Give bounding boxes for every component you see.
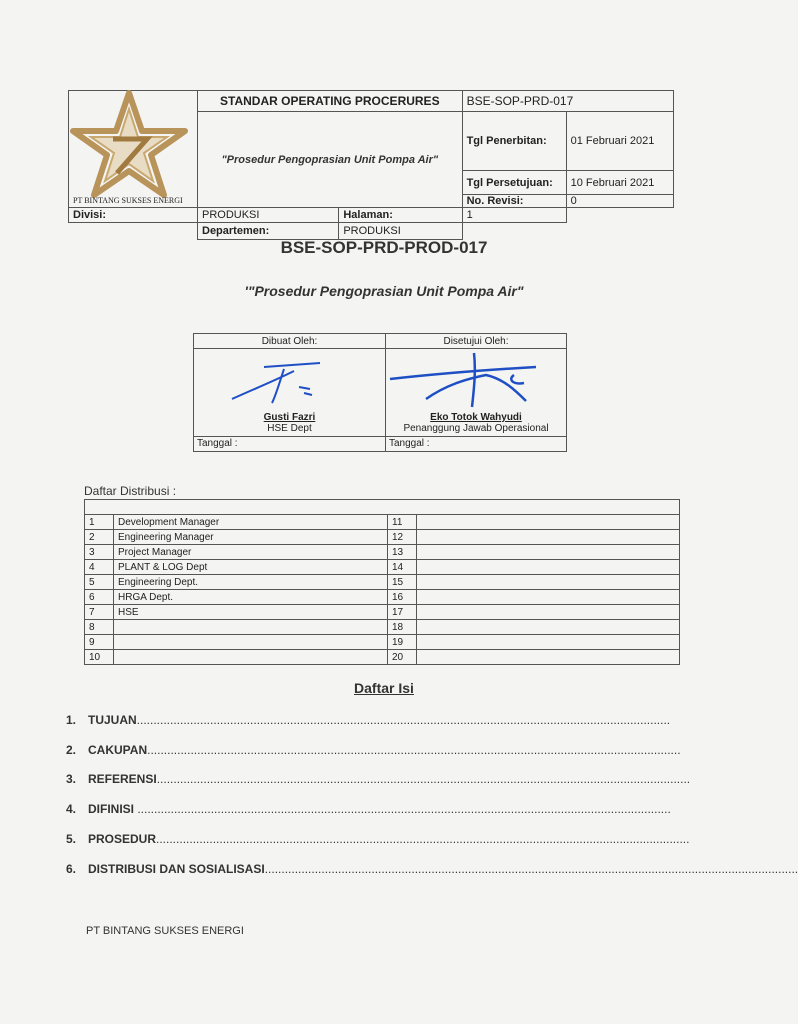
distribution-recipient: PLANT & LOG Dept: [114, 560, 388, 575]
toc-leader-dots: ................................................................................................................................................................: [156, 832, 690, 846]
distribution-number: 2: [85, 530, 114, 545]
distribution-row: [85, 530, 680, 545]
doc-type: STANDAR OPERATING PROCERURES: [198, 91, 463, 112]
toc-leader-dots: ................................................................................................................................................................: [156, 772, 691, 786]
approver-signature: [386, 349, 571, 409]
toc-item-label: CAKUPAN: [88, 743, 148, 757]
distribution-row: [85, 605, 680, 620]
toc-item-number: 1.: [66, 713, 77, 727]
toc-leader-dots: ................................................................................................................................................................: [136, 713, 671, 727]
distribution-number: 16: [388, 590, 417, 605]
distribution-number: 1: [85, 515, 114, 530]
distribution-recipient: HRGA Dept.: [114, 590, 388, 605]
date-right: Tanggal :: [386, 436, 567, 451]
distribution-recipient: [114, 650, 388, 665]
distribution-number: 14: [388, 560, 417, 575]
toc-item-number: 5.: [66, 832, 77, 846]
header-title: "Prosedur Pengoprasian Unit Pompa Air": [198, 112, 463, 208]
distribution-row: [85, 560, 680, 575]
header-doc-code: BSE-SOP-PRD-017: [462, 91, 673, 112]
distribution-number: 3: [85, 545, 114, 560]
distribution-table: [84, 499, 680, 665]
approved-by-label: Disetujui Oleh:: [386, 334, 567, 349]
maker-name: Gusti Fazri: [263, 411, 316, 423]
star-logo: [69, 91, 189, 207]
distribution-recipient: [417, 515, 680, 530]
made-by-label: Dibuat Oleh:: [194, 334, 386, 349]
toc-item-number: 3.: [66, 772, 77, 786]
departemen-label: Departemen:: [198, 223, 339, 240]
toc-item-label: DISTRIBUSI DAN SOSIALISASI: [88, 862, 265, 876]
distribution-number: 5: [85, 575, 114, 590]
distribution-recipient: [417, 560, 680, 575]
distribution-row: [85, 650, 680, 665]
toc-leader-dots: ................................................................................................................................................................: [147, 743, 681, 757]
maker-dept: HSE Dept: [267, 422, 312, 434]
distribution-row: [85, 620, 680, 635]
distribution-number: 10: [85, 650, 114, 665]
distribution-recipient: [417, 650, 680, 665]
distribution-number: 13: [388, 545, 417, 560]
toc-item-label: TUJUAN: [88, 713, 137, 727]
distribution-number: 9: [85, 635, 114, 650]
doc-title: '"Prosedur Pengoprasian Unit Pompa Air": [244, 283, 524, 299]
maker-signature: [224, 359, 344, 409]
no-revisi-label: No. Revisi:: [462, 195, 566, 208]
divisi-label: Divisi:: [69, 208, 198, 223]
distribution-recipient: [114, 620, 388, 635]
approval-table: [193, 333, 567, 452]
toc-item: [66, 743, 681, 757]
distribution-recipient: Development Manager: [114, 515, 388, 530]
distribution-row: [85, 590, 680, 605]
header-table: [68, 90, 674, 240]
distribution-recipient: [114, 635, 388, 650]
distribution-number: 18: [388, 620, 417, 635]
distribution-header-row: [85, 500, 680, 515]
tgl-penerbitan-label: Tgl Penerbitan:: [462, 112, 566, 171]
departemen-value: PRODUKSI: [339, 223, 462, 240]
distribution-label: Daftar Distribusi :: [84, 484, 177, 498]
toc-item: [66, 802, 671, 816]
footer-company: PT BINTANG SUKSES ENERGI: [86, 925, 244, 937]
toc-item: [66, 713, 671, 727]
no-revisi-value: 0: [566, 195, 673, 208]
distribution-row: [85, 635, 680, 650]
distribution-recipient: HSE: [114, 605, 388, 620]
logo-cell: [69, 91, 198, 208]
divisi-value: PRODUKSI: [198, 208, 339, 223]
distribution-number: 20: [388, 650, 417, 665]
distribution-recipient: [417, 545, 680, 560]
toc-item: [66, 772, 691, 786]
distribution-number: 8: [85, 620, 114, 635]
distribution-recipient: Engineering Manager: [114, 530, 388, 545]
toc-item: [66, 832, 690, 846]
distribution-recipient: Project Manager: [114, 545, 388, 560]
distribution-number: 7: [85, 605, 114, 620]
toc-item-number: 4.: [66, 802, 77, 816]
toc-leader-dots: ................................................................................................................................................................: [264, 862, 798, 876]
distribution-recipient: [417, 530, 680, 545]
distribution-number: 11: [388, 515, 417, 530]
distribution-number: 6: [85, 590, 114, 605]
approver-name: Eko Totok Wahyudi: [430, 411, 522, 423]
toc-title: Daftar Isi: [354, 680, 414, 696]
approver-role: Penanggung Jawab Operasional: [403, 422, 549, 434]
distribution-recipient: [417, 605, 680, 620]
distribution-number: 4: [85, 560, 114, 575]
distribution-number: 17: [388, 605, 417, 620]
toc-item-label: DIFINISI: [88, 802, 138, 816]
maker-signature-cell: [194, 349, 386, 437]
distribution-row: [85, 515, 680, 530]
date-left: Tanggal :: [194, 436, 386, 451]
distribution-recipient: [417, 620, 680, 635]
tgl-persetujuan-value: 10 Februari 2021: [566, 171, 673, 195]
distribution-row: [85, 545, 680, 560]
toc-leader-dots: ................................................................................................................................................................: [137, 802, 671, 816]
doc-code: BSE-SOP-PRD-PROD-017: [280, 238, 488, 257]
toc-item-label: REFERENSI: [88, 772, 157, 786]
distribution-number: 15: [388, 575, 417, 590]
distribution-recipient: [417, 590, 680, 605]
logo-company-text: PT BINTANG SUKSES ENERGI: [73, 196, 183, 205]
toc-item: [66, 862, 798, 876]
approver-signature-cell: [386, 349, 567, 437]
distribution-number: 12: [388, 530, 417, 545]
distribution-recipient: [417, 635, 680, 650]
halaman-value: 1: [462, 208, 566, 223]
tgl-persetujuan-label: Tgl Persetujuan:: [462, 171, 566, 195]
toc-item-label: PROSEDUR: [88, 832, 157, 846]
distribution-row: [85, 575, 680, 590]
toc-item-number: 2.: [66, 743, 77, 757]
halaman-label: Halaman:: [339, 208, 462, 223]
distribution-number: 19: [388, 635, 417, 650]
tgl-penerbitan-value: 01 Februari 2021: [566, 112, 673, 171]
distribution-recipient: [417, 575, 680, 590]
toc-item-number: 6.: [66, 862, 77, 876]
distribution-recipient: Engineering Dept.: [114, 575, 388, 590]
